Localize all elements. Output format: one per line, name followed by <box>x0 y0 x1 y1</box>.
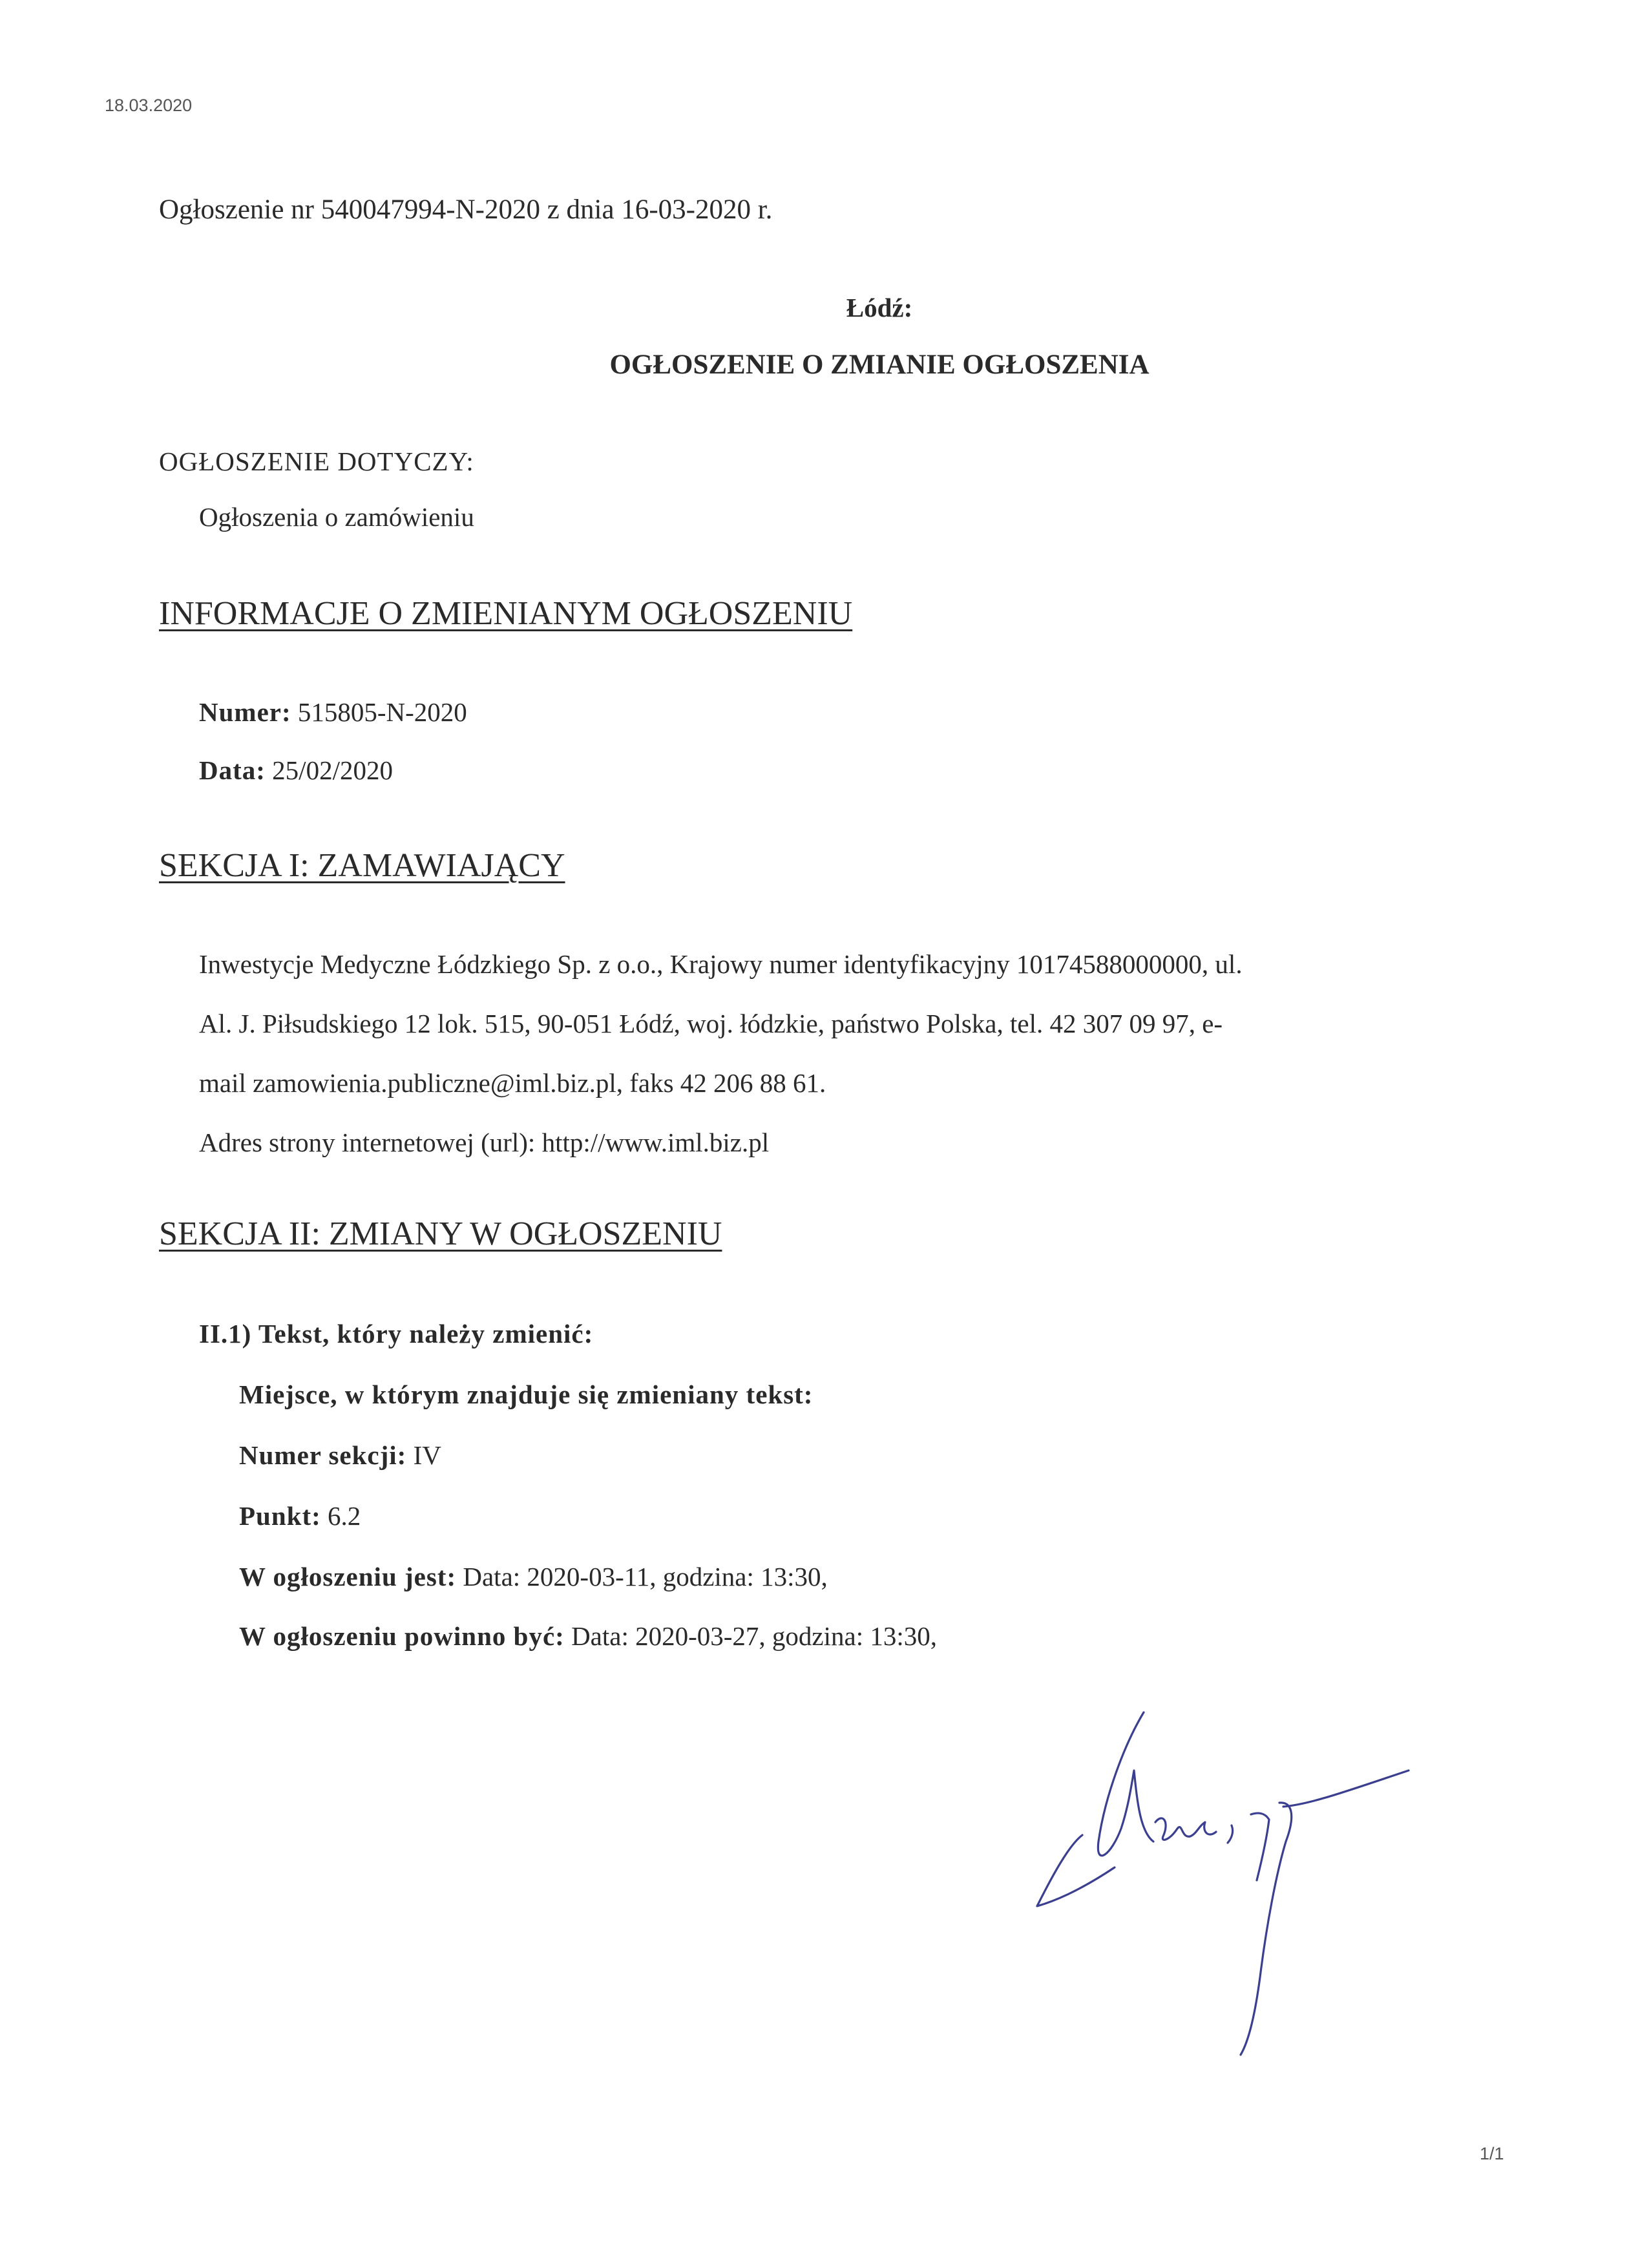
date-value: 25/02/2020 <box>272 755 393 785</box>
current-text-row <box>239 1561 828 1592</box>
signature-strokes <box>1037 1712 1409 2055</box>
point-row <box>239 1500 361 1531</box>
section1-line: Adres strony internetowej (url): http://www.iml.biz.pl <box>199 1128 770 1157</box>
new-text-row <box>239 1621 937 1652</box>
document-title: OGŁOSZENIE O ZMIANIE OGŁOSZENIA <box>609 350 1150 380</box>
handwritten-signature <box>1008 1693 1428 2132</box>
section1-heading: SEKCJA I: ZAMAWIAJĄCY <box>159 847 565 884</box>
print-date: 18.03.2020 <box>105 96 193 115</box>
city-heading: Łódź: <box>846 293 913 322</box>
place-label: Miejsce, w którym znajduje się zmieniany tekst: <box>239 1380 814 1409</box>
section-number-value: IV <box>413 1440 441 1470</box>
section1-line: Al. J. Piłsudskiego 12 lok. 515, 90-051 Łódź, woj. łódzkie, państwo Polska, tel. 42 307 09 97, e- <box>199 1009 1223 1038</box>
point-label: Punkt: <box>239 1501 321 1531</box>
current-text-label: W ogłoszeniu jest: <box>239 1562 457 1591</box>
section2-heading: SEKCJA II: ZMIANY W OGŁOSZENIU <box>159 1215 722 1252</box>
section-number-row <box>239 1440 441 1471</box>
section1-line: Inwestycje Medyczne Łódzkiego Sp. z o.o., Krajowy numer identyfikacyjny 10174588000000, ul. <box>199 949 1243 979</box>
current-text-value: Data: 2020-03-11, godzina: 13:30, <box>463 1562 828 1591</box>
page-number: 1/1 <box>1480 2144 1504 2163</box>
section-number-label: Numer sekcji: <box>239 1440 407 1470</box>
date-label: Data: <box>199 755 266 785</box>
item-label: II.1) Tekst, który należy zmienić: <box>199 1319 594 1349</box>
new-text-value: Data: 2020-03-27, godzina: 13:30, <box>571 1621 937 1651</box>
changed-notice-date-row <box>199 755 393 786</box>
section1-line: mail zamowienia.publiczne@iml.biz.pl, faks 42 206 88 61. <box>199 1068 826 1098</box>
point-value: 6.2 <box>328 1501 361 1531</box>
changed-notice-number-row <box>199 697 467 728</box>
changed-notice-heading: INFORMACJE O ZMIENIANYM OGŁOSZENIU <box>159 595 853 632</box>
concerns-value: Ogłoszenia o zamówieniu <box>199 502 474 532</box>
notice-number-line: Ogłoszenie nr 540047994-N-2020 z dnia 16-03-2020 r. <box>159 194 773 225</box>
new-text-label: W ogłoszeniu powinno być: <box>239 1621 565 1651</box>
number-label: Numer: <box>199 697 291 727</box>
concerns-label: OGŁOSZENIE DOTYCZY: <box>159 446 474 476</box>
number-value: 515805-N-2020 <box>297 697 467 727</box>
